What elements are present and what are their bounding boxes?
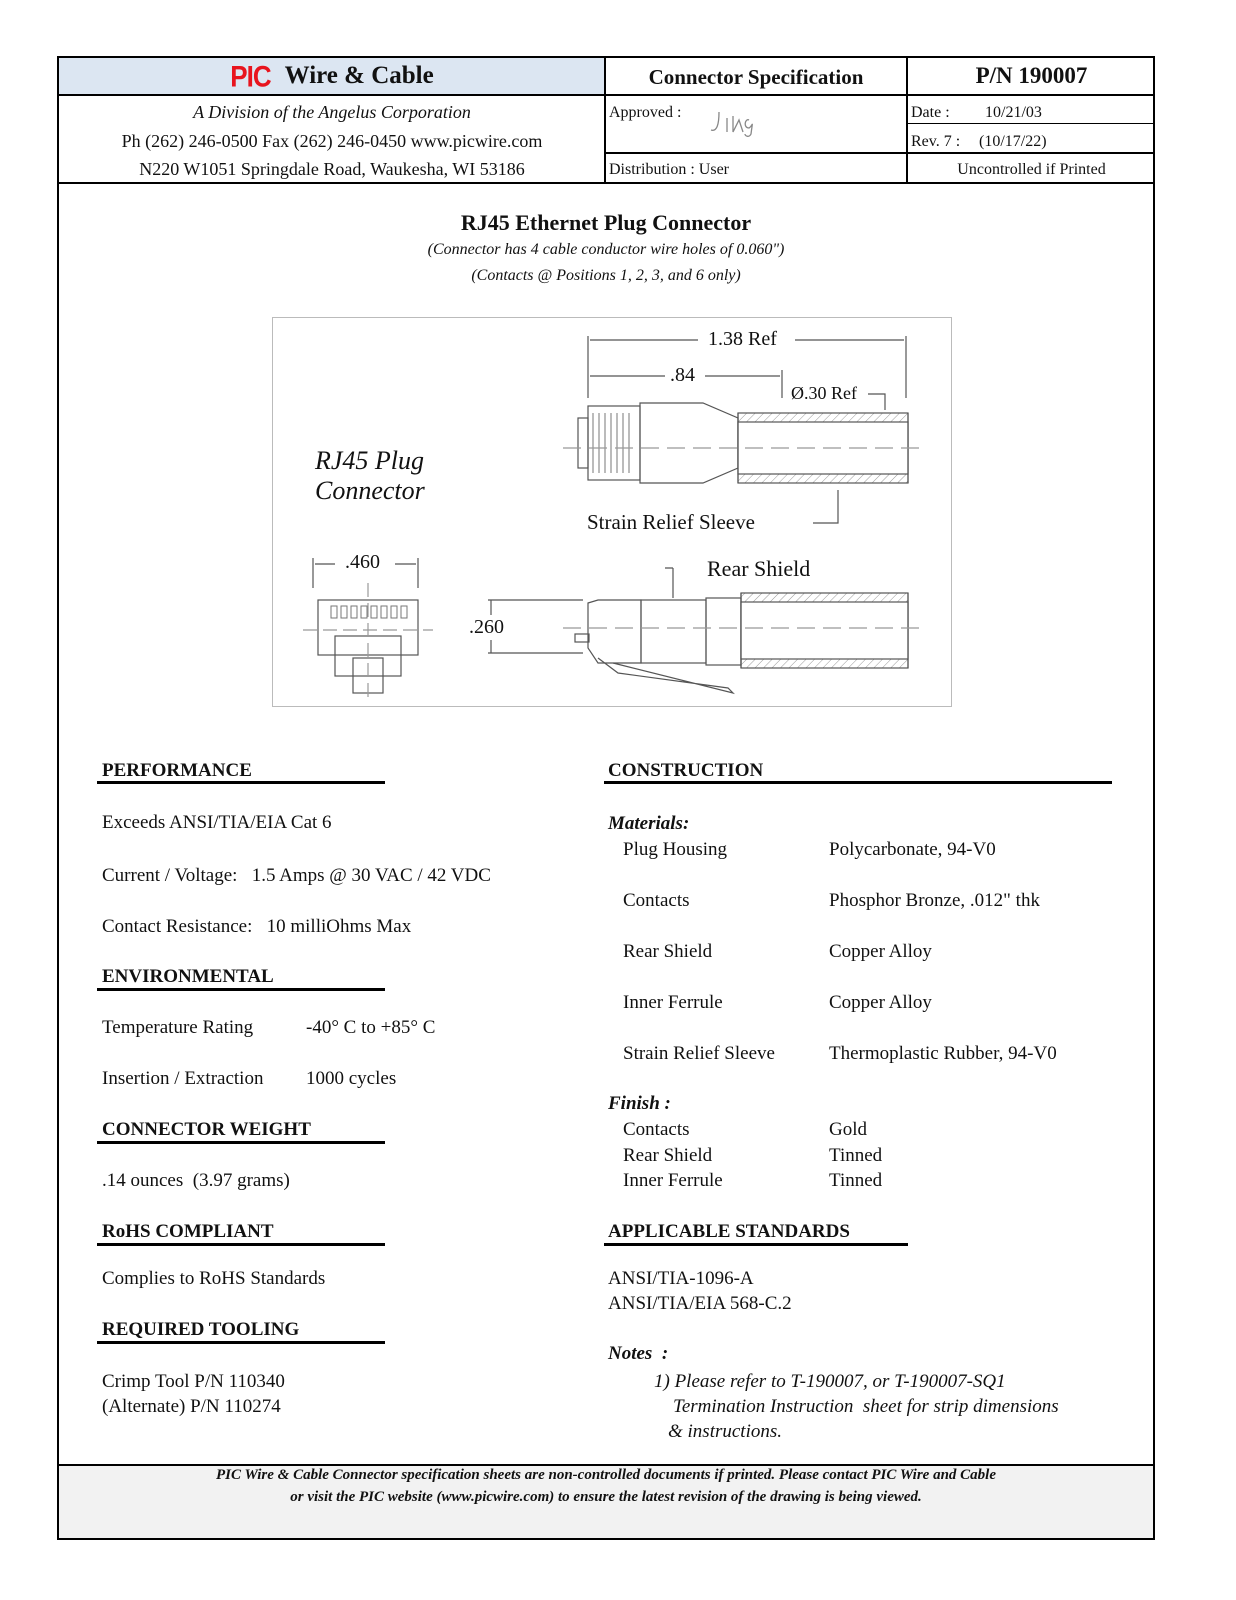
- performance-line-1: Exceeds ANSI/TIA/EIA Cat 6: [102, 812, 332, 833]
- dim-body-length: .84: [670, 364, 695, 386]
- finish-value: Tinned: [829, 1170, 883, 1191]
- footer-line-1: PIC Wire & Cable Connector specification sheets are non-controlled documents if printed. Please contact PIC Wire and Cable: [215, 1467, 996, 1483]
- date-label: Date :: [911, 104, 950, 121]
- callout-rear-shield: Rear Shield: [707, 556, 811, 581]
- materials-label: Materials:: [608, 813, 690, 834]
- performance-line-3: Contact Resistance: 10 milliOhms Max: [102, 916, 412, 937]
- material-value: Thermoplastic Rubber, 94-V0: [829, 1043, 1057, 1064]
- doc-type: Connector Specification: [648, 65, 864, 89]
- weight-heading: CONNECTOR WEIGHT: [102, 1119, 311, 1140]
- approved-signature: [705, 104, 765, 143]
- finish-label: Finish :: [608, 1093, 671, 1114]
- title-note-2: (Contacts @ Positions 1, 2, 3, and 6 only): [471, 267, 741, 284]
- finish-part: Rear Shield: [623, 1145, 713, 1166]
- tooling-heading: REQUIRED TOOLING: [102, 1319, 300, 1340]
- rev-label: Rev. 7 :: [911, 133, 961, 150]
- dim-diameter: Ø.30 Ref: [791, 383, 857, 403]
- part-number: P/N 190007: [975, 63, 1088, 88]
- drawing-label-line2: Connector: [315, 476, 425, 505]
- distribution-label: Distribution : User: [609, 161, 729, 178]
- product-title: RJ45 Ethernet Plug Connector: [460, 210, 752, 235]
- dim-overall-length: 1.38 Ref: [708, 328, 777, 350]
- material-value: Phosphor Bronze, .012" thk: [829, 890, 1040, 911]
- rohs-value: Complies to RoHS Standards: [102, 1268, 326, 1289]
- rohs-heading: RoHS COMPLIANT: [102, 1221, 274, 1242]
- finish-part: Inner Ferrule: [623, 1170, 723, 1191]
- material-part: Plug Housing: [623, 839, 727, 860]
- drawing-label-line1: RJ45 Plug: [315, 446, 425, 475]
- material-part: Rear Shield: [623, 941, 713, 962]
- dim-height: .260: [469, 616, 504, 638]
- note-line-2: Termination Instruction sheet for strip dimensions: [673, 1396, 1059, 1417]
- weight-value: .14 ounces (3.97 grams): [102, 1170, 290, 1191]
- performance-heading: PERFORMANCE: [102, 760, 252, 781]
- technical-drawing: [272, 317, 952, 707]
- rev-value: (10/17/22): [979, 133, 1047, 150]
- material-part: Contacts: [623, 890, 690, 911]
- material-part: Inner Ferrule: [623, 992, 723, 1013]
- performance-line-2: Current / Voltage: 1.5 Amps @ 30 VAC / 42 VDC: [102, 865, 491, 886]
- address-line: N220 W1051 Springdale Road, Waukesha, WI 53186: [139, 159, 525, 179]
- notes-label: Notes :: [608, 1343, 669, 1364]
- callout-strain-relief: Strain Relief Sleeve: [587, 510, 755, 534]
- note-line-3: & instructions.: [668, 1421, 783, 1442]
- footer-line-2: or visit the PIC website (www.picwire.com) to ensure the latest revision of the drawing is being viewed.: [290, 1489, 922, 1505]
- contact-line: Ph (262) 246-0500 Fax (262) 246-0450 www.picwire.com: [121, 131, 543, 151]
- division-line: A Division of the Angelus Corporation: [193, 102, 471, 122]
- env-row-label: Insertion / Extraction: [102, 1068, 264, 1089]
- standards-heading: APPLICABLE STANDARDS: [608, 1221, 850, 1242]
- approved-label: Approved :: [609, 104, 682, 121]
- brand-name: Wire & Cable: [284, 62, 434, 89]
- standard-item: ANSI/TIA/EIA 568-C.2: [608, 1293, 792, 1314]
- env-row-value: -40° C to +85° C: [306, 1017, 436, 1038]
- tooling-line-1: Crimp Tool P/N 110340: [102, 1371, 285, 1392]
- material-value: Copper Alloy: [829, 992, 932, 1013]
- finish-value: Tinned: [829, 1145, 883, 1166]
- standard-item: ANSI/TIA-1096-A: [608, 1268, 754, 1289]
- title-note-1: (Connector has 4 cable conductor wire holes of 0.060"): [427, 241, 785, 258]
- brand-header: [59, 58, 605, 94]
- note-line-1: 1) Please refer to T-190007, or T-190007-SQ1: [654, 1371, 1006, 1392]
- dim-width: .460: [345, 551, 380, 573]
- finish-part: Contacts: [623, 1119, 690, 1140]
- material-value: Copper Alloy: [829, 941, 932, 962]
- tooling-line-2: (Alternate) P/N 110274: [102, 1396, 281, 1417]
- env-row-value: 1000 cycles: [306, 1068, 397, 1089]
- env-row-label: Temperature Rating: [102, 1017, 254, 1038]
- date-value: 10/21/03: [985, 104, 1042, 121]
- construction-heading: CONSTRUCTION: [608, 760, 764, 781]
- finish-value: Gold: [829, 1119, 867, 1140]
- environmental-heading: ENVIRONMENTAL: [102, 966, 274, 987]
- material-part: Strain Relief Sleeve: [623, 1043, 775, 1064]
- material-value: Polycarbonate, 94-V0: [829, 839, 996, 860]
- uncontrolled-note: Uncontrolled if Printed: [957, 161, 1106, 178]
- pic-logo: PIC: [230, 58, 271, 93]
